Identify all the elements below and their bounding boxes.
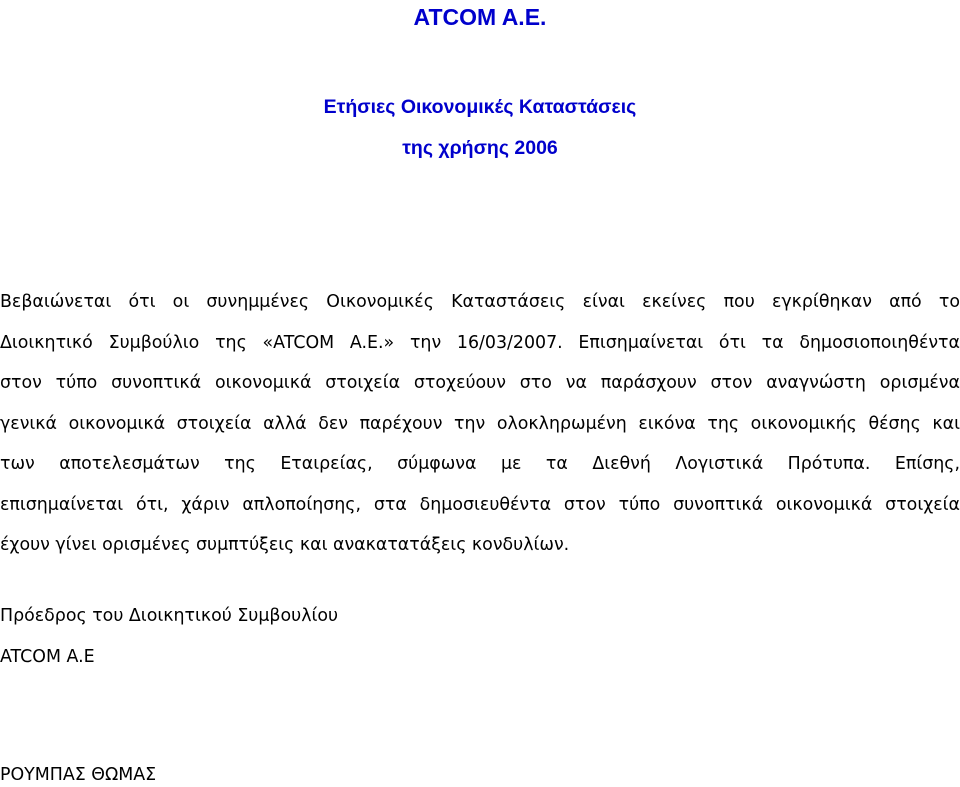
paragraph-line: στον τύπο συνοπτικά οικονομικά στοιχεία στοχεύουν στο να παράσχουν στον αναγνώστη ορισμένα: [0, 373, 960, 393]
paragraph-line: Βεβαιώνεται ότι οι συνημμένες Οικονομικές Καταστάσεις είναι εκείνες που εγκρίθηκαν από το: [0, 292, 960, 312]
company-title: ATCOM A.E.: [413, 4, 547, 30]
certification-paragraph: [0, 282, 960, 566]
paragraph-line: των αποτελεσμάτων της Εταιρείας, σύμφωνα με τα Διεθνή Λογιστικά Πρότυπα. Επίσης,: [0, 454, 960, 474]
paragraph-line: γενικά οικονομικά στοιχεία αλλά δεν παρέχουν την ολοκληρωμένη εικόνα της οικονομικής θέσης και: [0, 413, 960, 434]
signatory-name: ΡΟΥΜΠΑΣ ΘΩΜΑΣ: [0, 765, 157, 785]
signatory-role: Πρόεδρος του Διοικητικού Συμβουλίου: [0, 606, 339, 626]
report-title: Ετήσιες Οικονομικές Καταστάσεις: [323, 96, 637, 118]
paragraph-line: Διοικητικό Συμβούλιο της «ATCOM A.E.» την 16/03/2007. Επισημαίνεται ότι τα δημοσιοποιηθέντα: [0, 332, 960, 353]
report-fiscal-year: της χρήσης 2006: [402, 137, 558, 159]
paragraph-line-last: έχουν γίνει ορισμένες συμπτύξεις και ανακατατάξεις κονδυλίων.: [0, 535, 570, 555]
signatory-company: ATCOM A.E: [0, 647, 95, 667]
paragraph-line: επισημαίνεται ότι, χάριν απλοποίησης, στα δημοσιευθέντα στον τύπο συνοπτικά οικονομικά στοιχεία: [0, 494, 960, 515]
